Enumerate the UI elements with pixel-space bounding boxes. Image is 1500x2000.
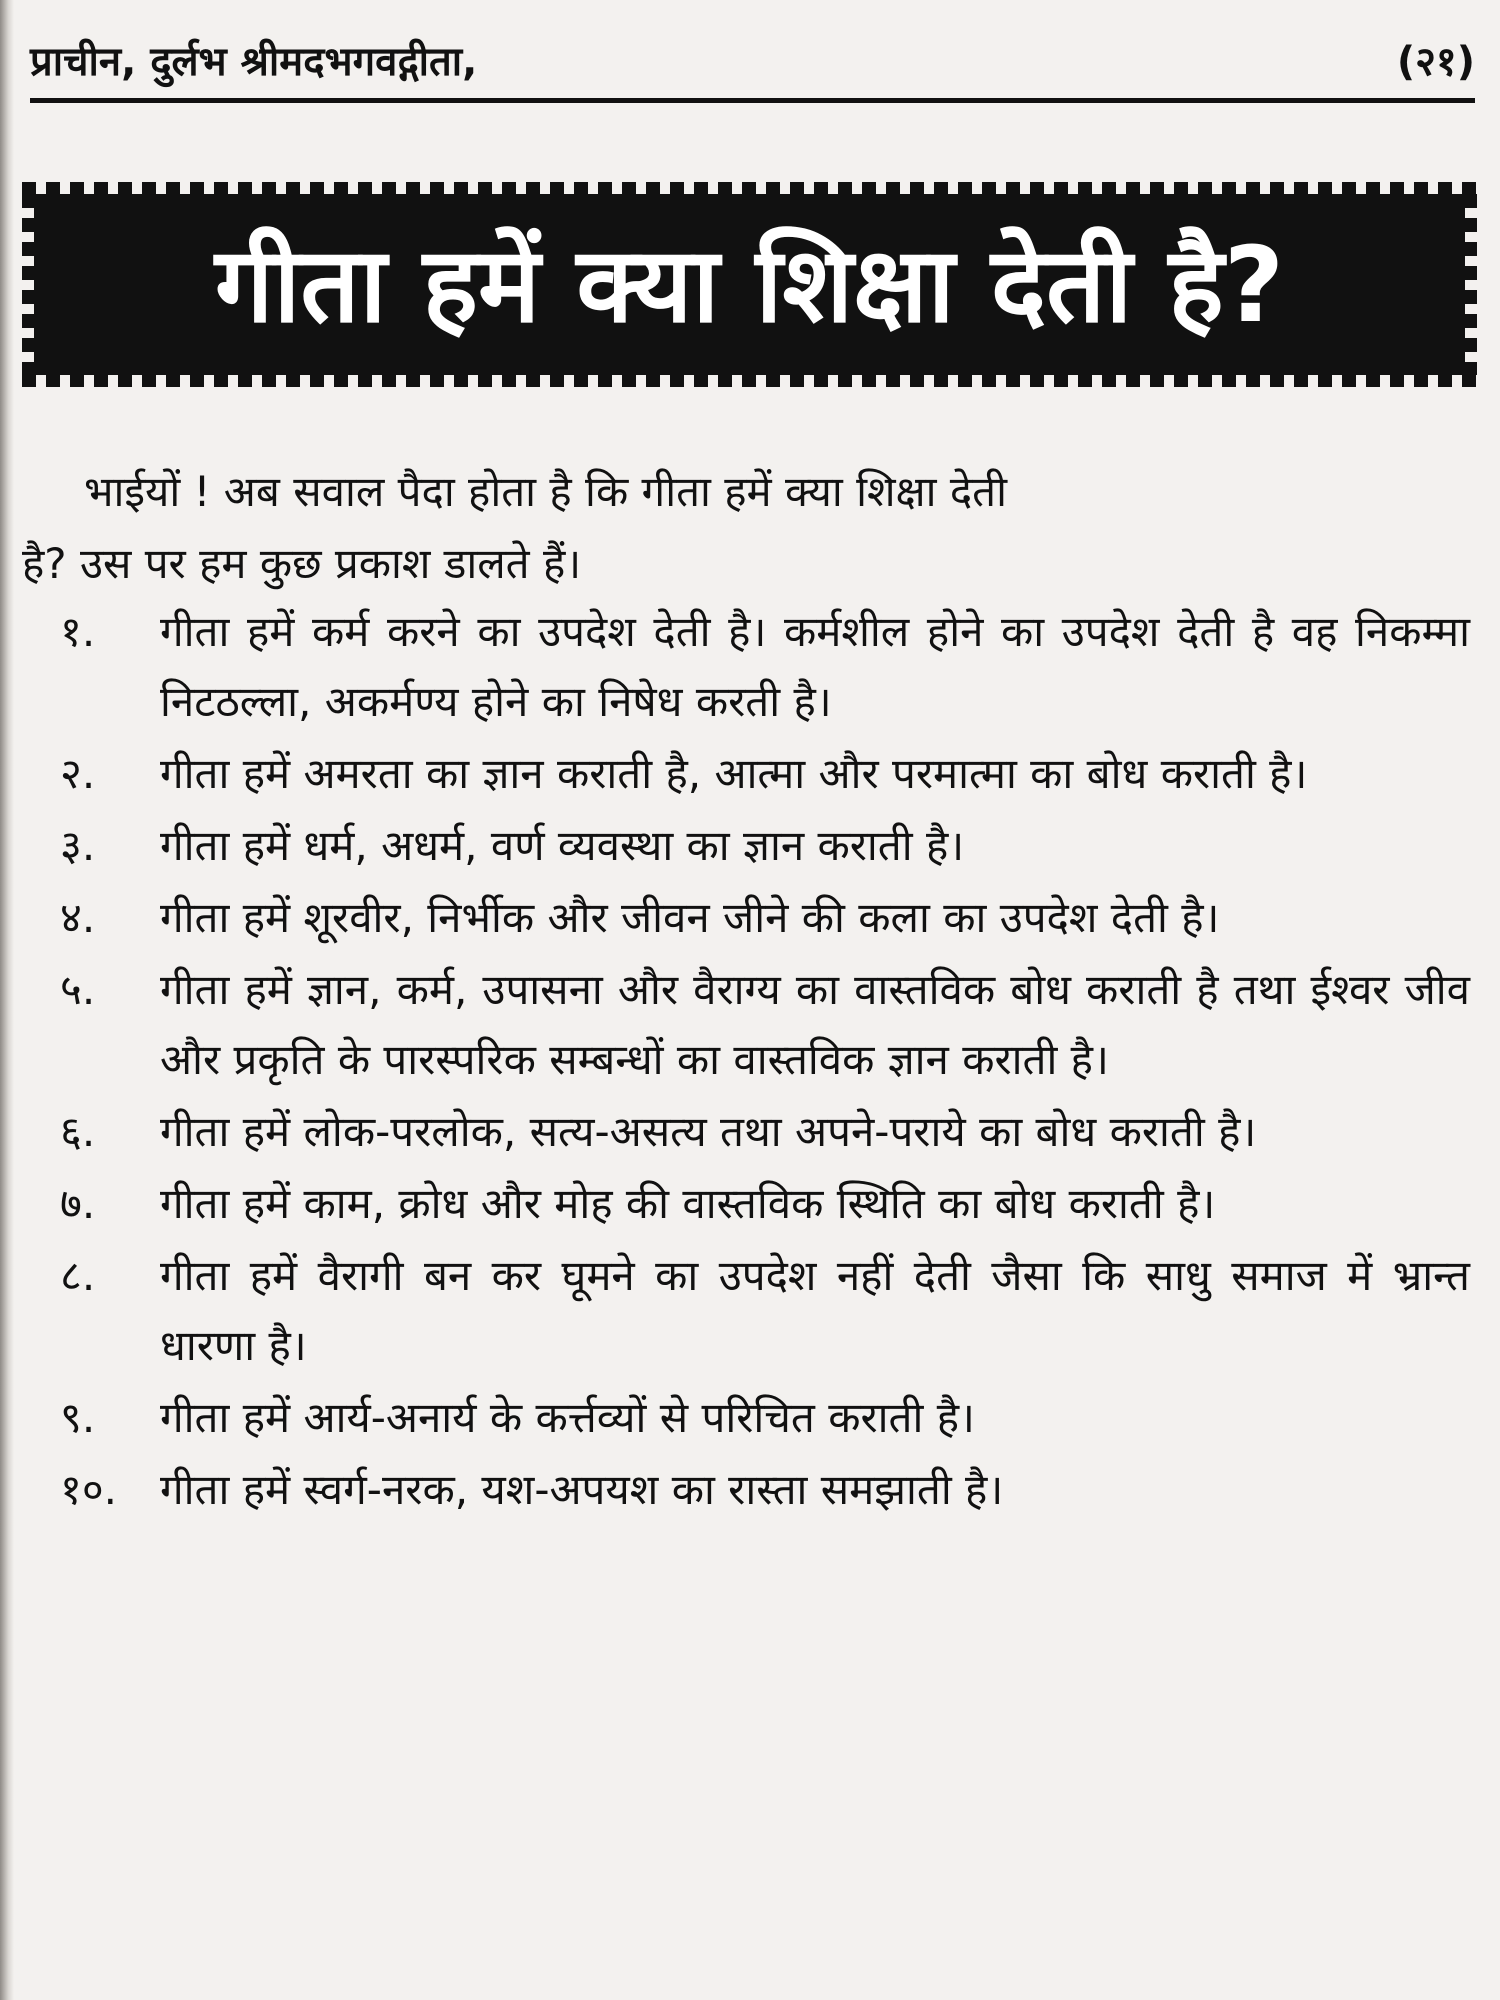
list-item-number: १. (60, 607, 96, 656)
list-item-number: ७. (60, 1179, 96, 1228)
list-item (22, 1455, 1470, 1525)
intro-line-2: है? उस पर हम कुछ प्रकाश डालते हैं। (22, 539, 582, 588)
running-header (30, 18, 1475, 103)
intro-line-1: भाईयों ! अब सवाल पैदा होता है कि गीता हमें क्या शिक्षा देती (84, 467, 1007, 516)
list-item-number: ८. (60, 1251, 96, 1300)
list-item-text: गीता हमें आर्य-अनार्य के कर्त्तव्यों से परिचित कराती है। (160, 1393, 975, 1442)
list-item (22, 1169, 1470, 1239)
list-item-number: ४. (60, 893, 96, 942)
list-item-number: ३. (60, 821, 96, 870)
list-item-text: गीता हमें स्वर्ग-नरक, यश-अपयश का रास्ता समझाती है। (160, 1465, 1004, 1514)
list-item-number: १०. (60, 1465, 118, 1514)
book-title: प्राचीन, दुर्लभ श्रीमदभगवद्गीता, (30, 39, 478, 85)
list-item (22, 1241, 1470, 1381)
list-item-number: ६. (60, 1107, 96, 1156)
list-item-text: गीता हमें काम, क्रोध और मोह की वास्तविक स्थिति का बोध कराती है। (160, 1179, 1216, 1228)
intro-paragraph (22, 456, 1470, 600)
list-item (22, 739, 1470, 809)
list-item (22, 1097, 1470, 1167)
list-item-number: ९. (60, 1393, 96, 1442)
list-item-text: गीता हमें अमरता का ज्ञान कराती है, आत्मा और परमात्मा का बोध कराती है। (160, 749, 1308, 798)
list-item (22, 811, 1470, 881)
list-item-number: ५. (60, 965, 96, 1014)
teachings-list (22, 597, 1470, 1527)
list-item-text: गीता हमें कर्म करने का उपदेश देती है। कर्मशील होने का उपदेश देती है वह निकम्मा निटठल्ला, अकर्मण्य होने का निषेध करती है। (160, 607, 1470, 726)
chapter-title: गीता हमें क्या शिक्षा देती है? (214, 224, 1285, 346)
list-item (22, 955, 1470, 1095)
page-edge-shadow (0, 0, 14, 2000)
list-item (22, 597, 1470, 737)
list-item-text: गीता हमें ज्ञान, कर्म, उपासना और वैराग्य का वास्तविक बोध कराती है तथा ईश्वर जीव और प्रकृति के पारस्परिक सम्बन्धों का वास्तविक ज्ञान कराती है। (160, 965, 1470, 1084)
list-item-text: गीता हमें धर्म, अधर्म, वर्ण व्यवस्था का ज्ञान कराती है। (160, 821, 965, 870)
list-item-text: गीता हमें शूरवीर, निर्भीक और जीवन जीने की कला का उपदेश देती है। (160, 893, 1220, 942)
list-item-number: २. (60, 749, 96, 798)
page-number: (२१) (1396, 39, 1475, 85)
chapter-banner (22, 182, 1477, 387)
list-item-text: गीता हमें लोक-परलोक, सत्य-असत्य तथा अपने-पराये का बोध कराती है। (160, 1107, 1257, 1156)
list-item (22, 1383, 1470, 1453)
list-item-text: गीता हमें वैरागी बन कर घूमने का उपदेश नहीं देती जैसा कि साधु समाज में भ्रान्त धारणा है। (160, 1251, 1470, 1370)
list-item (22, 883, 1470, 953)
